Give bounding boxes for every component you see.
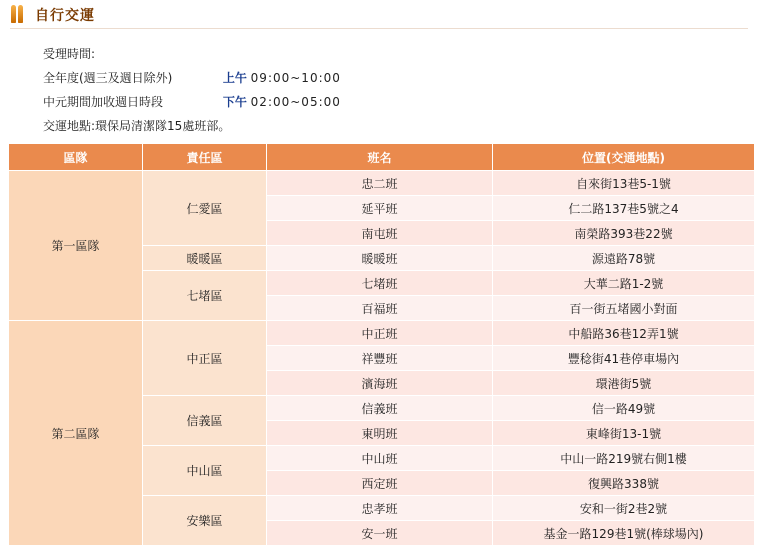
location-cell: 仁二路137巷5號之4 — [493, 196, 755, 221]
column-header-district: 區隊 — [9, 144, 143, 171]
team-cell: 暖暖班 — [267, 246, 493, 271]
location-cell: 中山一路219號右側1樓 — [493, 446, 755, 471]
team-cell: 延平班 — [267, 196, 493, 221]
area-cell: 中山區 — [143, 446, 267, 496]
hours-regular — [43, 66, 341, 90]
hours-ghost-festival — [43, 90, 341, 114]
team-cell: 忠二班 — [267, 171, 493, 196]
hours-heading: 受理時間: — [43, 47, 96, 61]
location-cell: 復興路338號 — [493, 471, 755, 496]
team-cell: 信義班 — [267, 396, 493, 421]
team-cell: 中山班 — [267, 446, 493, 471]
team-cell: 西定班 — [267, 471, 493, 496]
service-info — [43, 42, 341, 138]
hours-ghost-festival-time: 02:00~05:00 — [250, 95, 341, 109]
hours-regular-time: 09:00~10:00 — [250, 71, 341, 85]
location-cell: 安和一街2巷2號 — [493, 496, 755, 521]
column-header-team: 班名 — [267, 144, 493, 171]
station-table — [8, 143, 755, 546]
area-cell: 暖暖區 — [143, 246, 267, 271]
location-cell: 信一路49號 — [493, 396, 755, 421]
area-cell: 中正區 — [143, 321, 267, 396]
team-cell: 濱海班 — [267, 371, 493, 396]
team-cell: 百福班 — [267, 296, 493, 321]
column-header-location: 位置(交通地點) — [493, 144, 755, 171]
team-cell: 東明班 — [267, 421, 493, 446]
area-cell: 七堵區 — [143, 271, 267, 321]
location-cell: 中船路36巷12弄1號 — [493, 321, 755, 346]
team-cell: 南屯班 — [267, 221, 493, 246]
section-header — [0, 0, 758, 30]
header-divider — [10, 28, 748, 29]
dropoff-location: 交運地點:環保局清潔隊15處班部。 — [43, 119, 231, 133]
hours-regular-label: 全年度(週三及週日除外) — [43, 71, 173, 85]
location-cell: 東峰街13-1號 — [493, 421, 755, 446]
hours-ghost-festival-label: 中元期間加收週日時段 — [43, 95, 164, 109]
team-cell: 七堵班 — [267, 271, 493, 296]
table-row — [9, 171, 755, 196]
area-cell: 信義區 — [143, 396, 267, 446]
table-header-row — [9, 144, 755, 171]
district-cell: 第二區隊 — [9, 321, 143, 546]
column-header-area: 責任區 — [143, 144, 267, 171]
district-cell: 第一區隊 — [9, 171, 143, 321]
location-cell: 百一街五堵國小對面 — [493, 296, 755, 321]
team-cell: 安一班 — [267, 521, 493, 546]
team-cell: 中正班 — [267, 321, 493, 346]
section-title: 自行交運 — [35, 8, 95, 24]
location-cell: 南榮路393巷22號 — [493, 221, 755, 246]
location-cell: 源遠路78號 — [493, 246, 755, 271]
area-cell: 仁愛區 — [143, 171, 267, 246]
team-cell: 祥豐班 — [267, 346, 493, 371]
table-row — [9, 321, 755, 346]
location-cell: 環港街5號 — [493, 371, 755, 396]
section-bullet-icon — [11, 5, 25, 23]
location-cell: 大華二路1-2號 — [493, 271, 755, 296]
hours-regular-ampm: 上午 — [222, 71, 247, 85]
location-cell: 基金一路129巷1號(棒球場內) — [493, 521, 755, 546]
team-cell: 忠孝班 — [267, 496, 493, 521]
area-cell: 安樂區 — [143, 496, 267, 546]
location-cell: 自來街13巷5-1號 — [493, 171, 755, 196]
location-cell: 豐稔街41巷停車場內 — [493, 346, 755, 371]
hours-ghost-festival-ampm: 下午 — [222, 95, 247, 109]
